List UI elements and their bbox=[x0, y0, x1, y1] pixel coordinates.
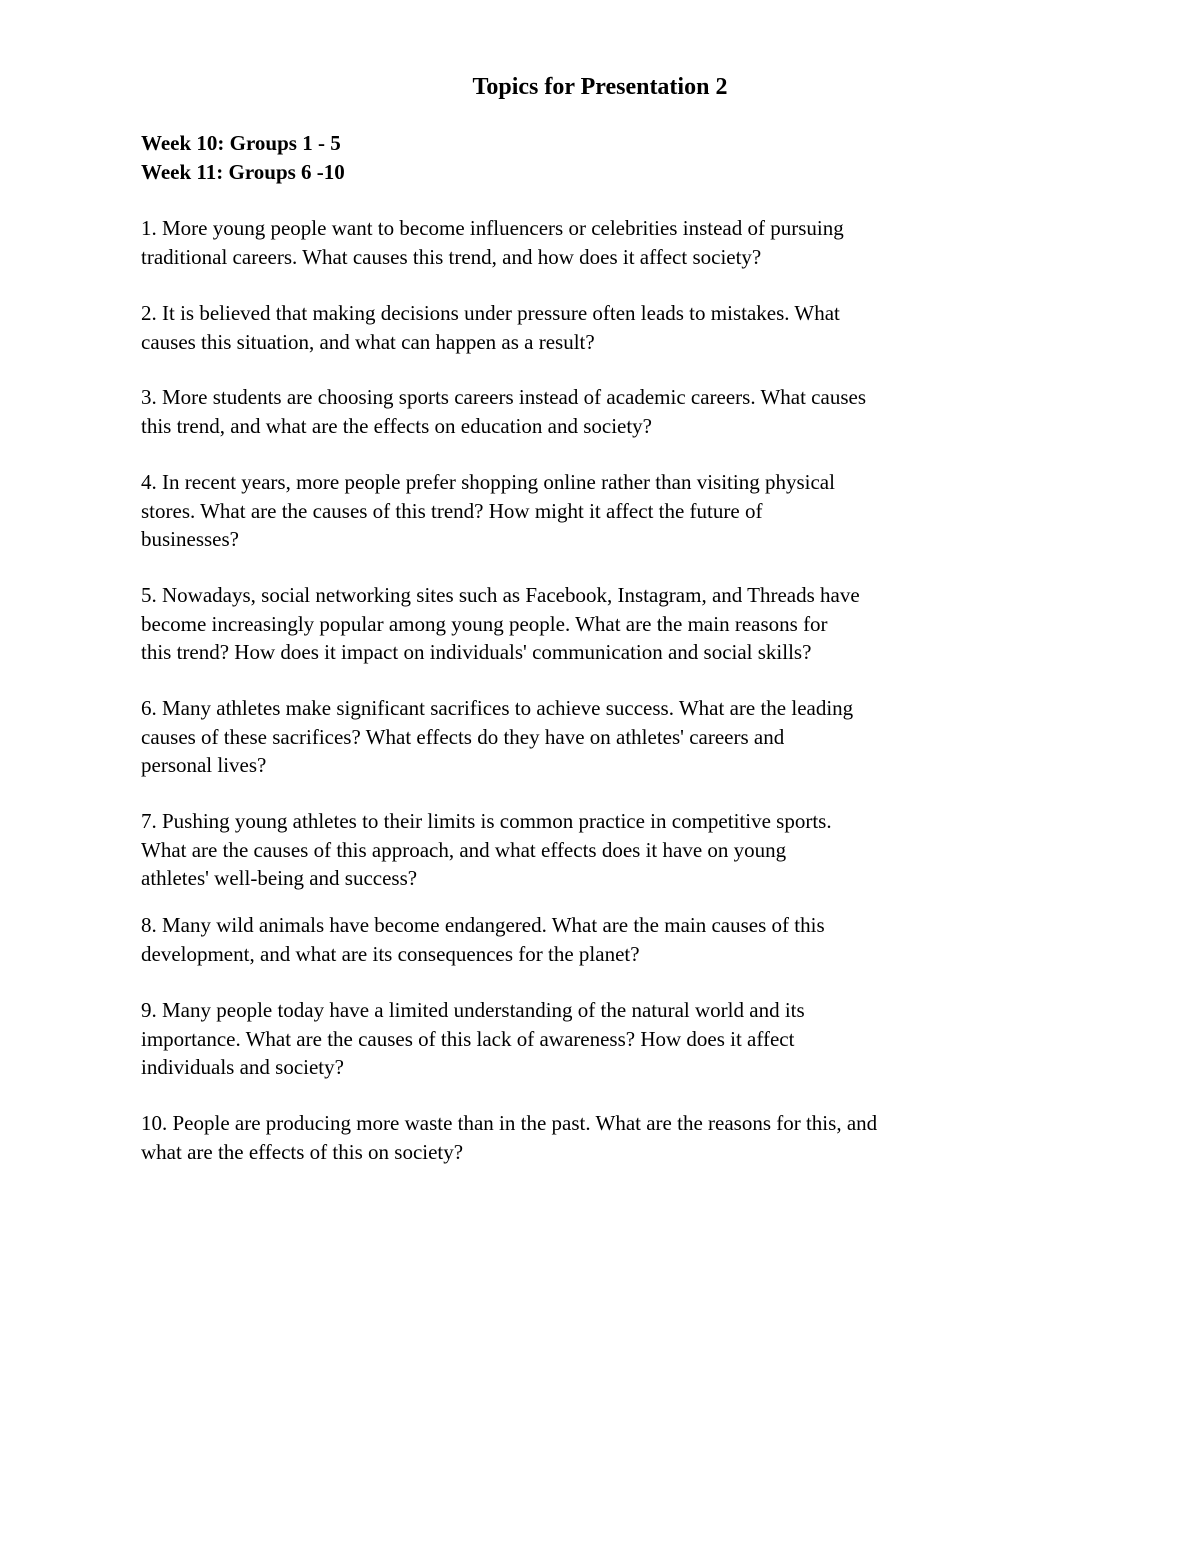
topic-line: personal lives? bbox=[141, 753, 267, 777]
topic-line: 4. In recent years, more people prefer shopping online rather than visiting physical bbox=[141, 470, 835, 494]
topic-line: 10. People are producing more waste than in the past. What are the reasons for this, and bbox=[141, 1111, 878, 1135]
topic-line: businesses? bbox=[141, 527, 239, 551]
topic-line: development, and what are its consequences for the planet? bbox=[141, 941, 640, 966]
topic-line: causes of these sacrifices? What effects do they have on athletes' careers and bbox=[141, 724, 785, 749]
topic-6 bbox=[141, 694, 1041, 780]
topic-3 bbox=[141, 383, 1041, 440]
topic-line: 2. It is believed that making decisions under pressure often leads to mistakes. What bbox=[141, 301, 840, 325]
topic-line: 7. Pushing young athletes to their limits is common practice in competitive sports. bbox=[141, 809, 832, 833]
topic-10 bbox=[141, 1109, 1041, 1166]
topic-7 bbox=[141, 807, 1041, 893]
topic-9 bbox=[141, 996, 1041, 1082]
topic-line: 5. Nowadays, social networking sites such as Facebook, Instagram, and Threads have bbox=[141, 583, 860, 607]
topic-line: traditional careers. What causes this trend, and how does it affect society? bbox=[141, 244, 762, 269]
topic-line: athletes' well-being and success? bbox=[141, 866, 418, 890]
topic-line: 1. More young people want to become influencers or celebrities instead of pursuing bbox=[141, 216, 844, 240]
week-10-line: Week 10: Groups 1 - 5 bbox=[141, 131, 341, 155]
topic-5 bbox=[141, 581, 1041, 667]
topic-line: What are the causes of this approach, and what effects does it have on young bbox=[141, 837, 787, 862]
topic-line: 3. More students are choosing sports careers instead of academic careers. What causes bbox=[141, 385, 866, 409]
topic-1 bbox=[141, 214, 1041, 271]
topic-2 bbox=[141, 299, 1041, 356]
topic-4 bbox=[141, 468, 1041, 554]
week-11-line: Week 11: Groups 6 -10 bbox=[141, 159, 345, 184]
topic-line: what are the effects of this on society? bbox=[141, 1139, 464, 1164]
topic-line: causes this situation, and what can happen as a result? bbox=[141, 329, 595, 354]
topic-line: become increasingly popular among young people. What are the main reasons for bbox=[141, 611, 828, 636]
topic-line: 9. Many people today have a limited understanding of the natural world and its bbox=[141, 998, 805, 1022]
topic-line: this trend? How does it impact on individuals' communication and social skills? bbox=[141, 640, 812, 664]
topic-8 bbox=[141, 911, 1041, 968]
topic-line: importance. What are the causes of this lack of awareness? How does it affect bbox=[141, 1026, 795, 1051]
topic-line: stores. What are the causes of this trend? How might it affect the future of bbox=[141, 498, 763, 523]
week-schedule bbox=[141, 129, 345, 186]
topic-line: individuals and society? bbox=[141, 1055, 344, 1079]
topic-line: this trend, and what are the effects on education and society? bbox=[141, 413, 653, 438]
topic-line: 8. Many wild animals have become endangered. What are the main causes of this bbox=[141, 913, 825, 937]
page-title: Topics for Presentation 2 bbox=[472, 74, 728, 100]
topic-line: 6. Many athletes make significant sacrifices to achieve success. What are the leading bbox=[141, 696, 854, 720]
